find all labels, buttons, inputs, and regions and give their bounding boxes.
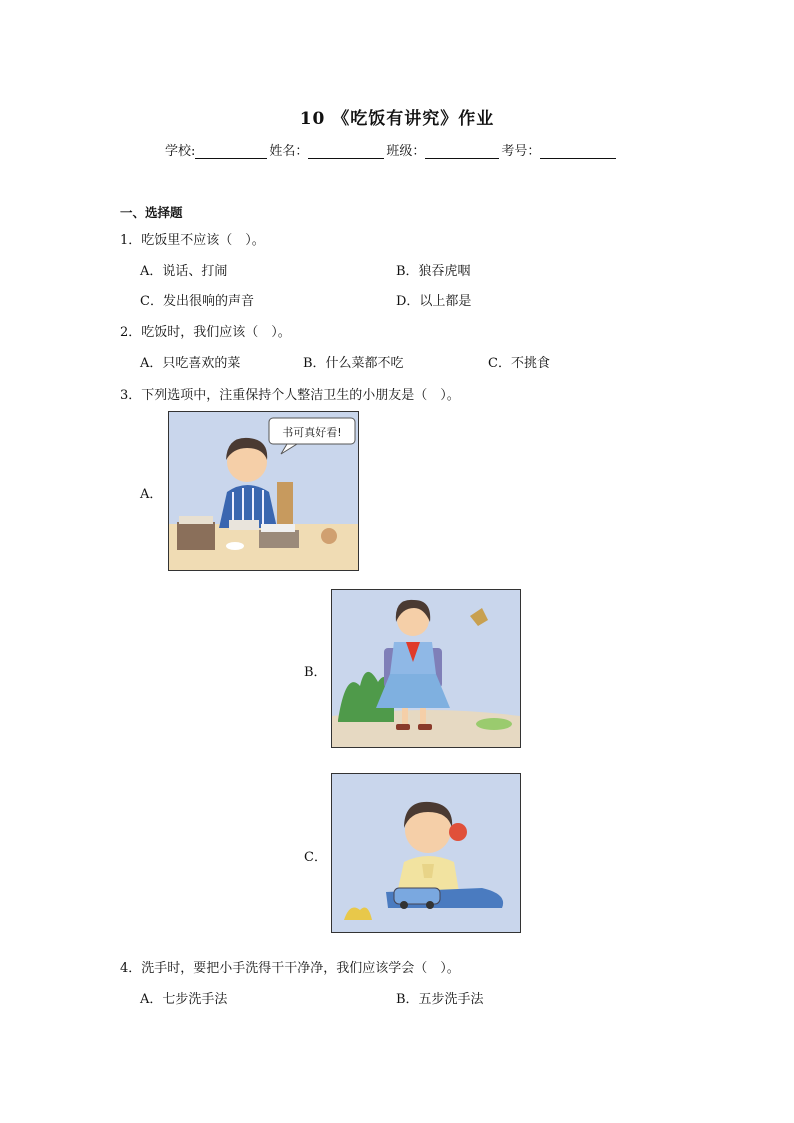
school-label: 学校: xyxy=(165,144,196,159)
number-blank[interactable] xyxy=(540,144,616,159)
question-1-option-b[interactable]: B．狼吞虎咽 xyxy=(396,264,471,279)
question-2-stem: 2．吃饭时，我们应该（ ）。 xyxy=(120,325,291,340)
school-blank[interactable] xyxy=(195,144,267,159)
boy-eating-apple-illustration xyxy=(332,774,520,932)
question-4-option-b[interactable]: B．五步洗手法 xyxy=(396,992,484,1007)
question-1-option-d[interactable]: D．以上都是 xyxy=(396,294,472,309)
question-3-option-a-label[interactable]: A． xyxy=(140,487,163,502)
question-4-stem: 4．洗手时，要把小手洗得干干净净，我们应该学会（ ）。 xyxy=(120,961,460,976)
option-b-picture[interactable] xyxy=(331,589,521,748)
question-4-option-a[interactable]: A．七步洗手法 xyxy=(140,992,228,1007)
girl-with-backpack-illustration xyxy=(332,590,520,747)
question-1-stem: 1．吃饭里不应该（ ）。 xyxy=(120,233,265,248)
option-a-picture[interactable] xyxy=(168,411,359,571)
option-c-picture[interactable] xyxy=(331,773,521,933)
class-blank[interactable] xyxy=(425,144,499,159)
student-info-row xyxy=(165,140,618,159)
class-label: 班级： xyxy=(386,144,426,159)
boy-reading-messy-desk-illustration xyxy=(169,412,358,570)
number-label: 考号： xyxy=(501,144,541,159)
question-2-option-b[interactable]: B．什么菜都不吃 xyxy=(303,356,404,371)
question-1-option-c[interactable]: C．发出很响的声音 xyxy=(140,294,254,309)
speech-bubble-text: 书可真好看! xyxy=(282,426,342,439)
question-3-stem: 3．下列选项中，注重保持个人整洁卫生的小朋友是（ ）。 xyxy=(120,388,460,403)
question-1-option-a[interactable]: A．说话、打闹 xyxy=(140,264,228,279)
page-title: 10 《吃饭有讲究》作业 xyxy=(299,109,495,129)
name-label: 姓名： xyxy=(269,144,309,159)
section-title: 一、选择题 xyxy=(120,205,183,220)
question-2-option-a[interactable]: A．只吃喜欢的菜 xyxy=(140,356,241,371)
question-3-option-c-label[interactable]: C． xyxy=(304,850,327,865)
name-blank[interactable] xyxy=(308,144,384,159)
question-3-option-b-label[interactable]: B． xyxy=(304,665,327,680)
question-2-option-c[interactable]: C．不挑食 xyxy=(488,356,550,371)
